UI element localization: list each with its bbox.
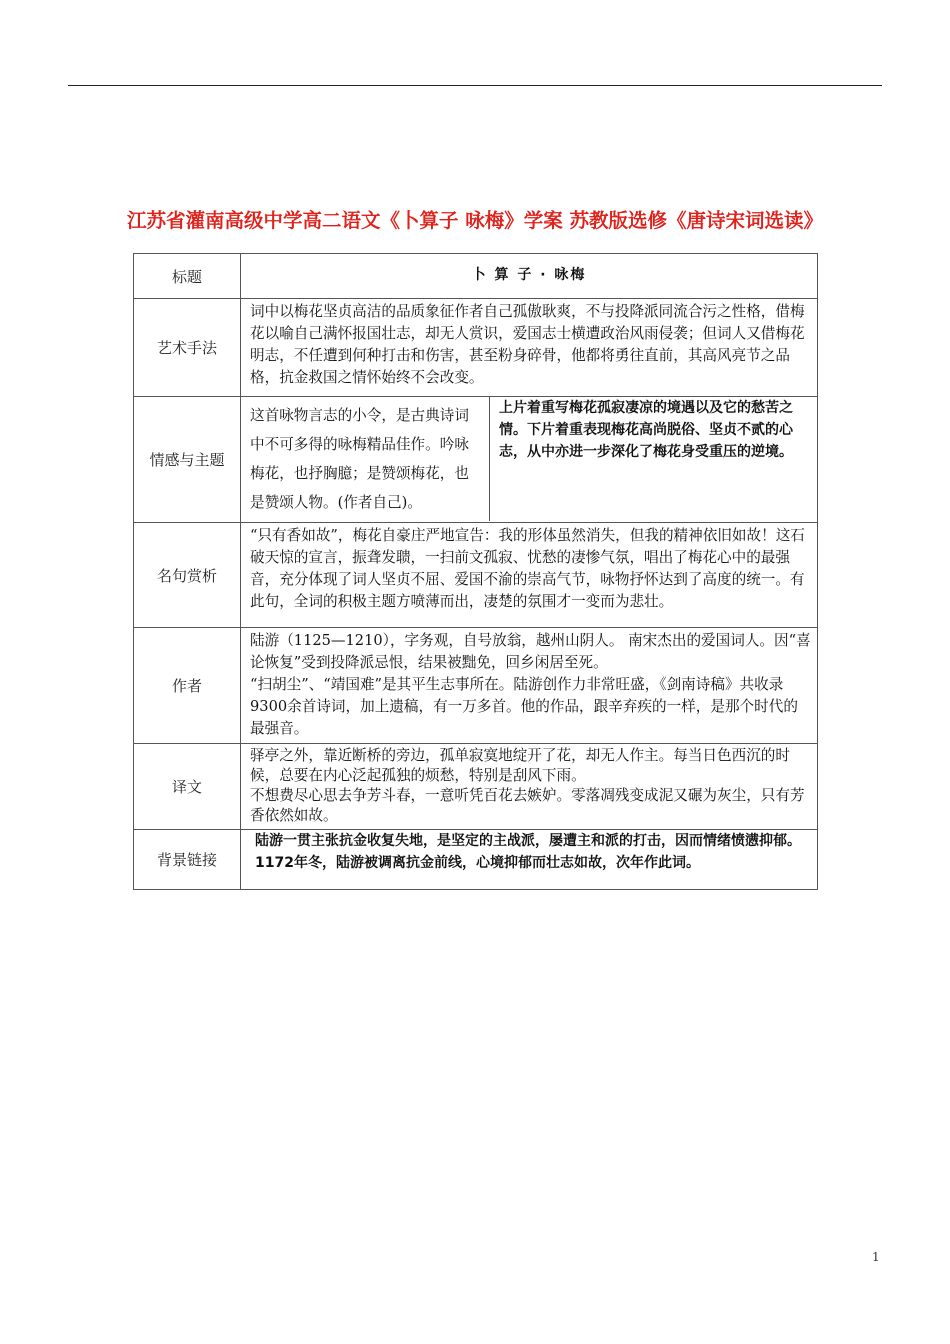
- emotion-theme-right-text: 上片着重写梅花孤寂凄凉的境遇以及它的愁苦之情。下片着重表现梅花高尚脱俗、坚贞不贰的心志，从中亦进一步深化了梅花身受重压的逆境。: [499, 400, 793, 460]
- background-row: [134, 830, 818, 890]
- famous-lines-text: “只有香如故”，梅花自豪庄严地宣告：我的形体虽然消失，但我的精神依旧如故！这石破天惊的宣言，振聋发聩，一扫前文孤寂、忧愁的凄惨气氛，唱出了梅花心中的最强音，充分体现了词人坚贞不屈、爱国不渝的崇高气节，咏物抒怀达到了高度的统一。有此句，全词的积极主题方喷薄而出，凄楚的氛围才一变而为悲壮。: [250, 527, 805, 610]
- art-technique-row: [134, 299, 818, 397]
- author-text-line2: “扫胡尘”、“靖国难”是其平生志事所在。陆游创作力非常旺盛，《剑南诗稿》共收录9300余首诗词，加上遗稿，有一万多首。他的作品，跟辛弃疾的一样，是那个时代的最强音。: [250, 676, 798, 737]
- emotion-theme-split: [241, 397, 817, 521]
- famous-lines-row: [134, 523, 818, 628]
- header-rule: [68, 85, 882, 86]
- famous-lines-label: 名句赏析: [134, 523, 241, 628]
- emotion-theme-label: 情感与主题: [134, 397, 241, 523]
- art-technique-label: 艺术手法: [134, 299, 241, 397]
- translation-row: [134, 744, 818, 830]
- background-text: 陆游一贯主张抗金收复失地，是坚定的主战派，屡遭主和派的打击，因而情绪愤懑抑郁。1172年冬，陆游被调离抗金前线，心境抑郁而壮志如故，次年作此词。: [255, 833, 801, 871]
- emotion-theme-left-text: 这首咏物言志的小令，是古典诗词中不可多得的咏梅精品佳作。吟咏梅花，也抒胸臆；是赞颂梅花，也是赞颂人物。(作者自己)。: [250, 407, 469, 511]
- poem-title-heading: 卜 算 子 · 咏梅: [471, 267, 587, 283]
- background-label: 背景链接: [134, 830, 241, 890]
- title-row-label: 标题: [134, 254, 241, 299]
- author-label: 作者: [134, 628, 241, 744]
- translation-label: 译文: [134, 744, 241, 830]
- art-technique-text: 词中以梅花坚贞高洁的品质象征作者自己孤傲耿爽，不与投降派同流合污之性格，借梅花以喻自己满怀报国壮志，却无人赏识，爱国志士横遭政治风雨侵袭；但词人又借梅花明志，不任遭到何种打击和伤害，甚至粉身碎骨，他都将勇往直前，其高风亮节之品格，抗金救国之情怀始终不会改变。: [250, 303, 805, 386]
- page-number: 1: [872, 1250, 880, 1264]
- author-text-line1: 陆游（1125—1210），字务观，自号放翁，越州山阴人。 南宋杰出的爱国词人。因“喜论恢复”受到投降派忌恨，结果被黜免，回乡闲居至死。: [250, 632, 811, 671]
- translation-text-line1: 驿亭之外，靠近断桥的旁边，孤单寂寞地绽开了花，却无人作主。每当日色西沉的时候，总要在内心泛起孤独的烦愁，特别是刮风下雨。: [250, 747, 790, 784]
- translation-text-line2: 不想费尽心思去争芳斗春，一意听凭百花去嫉妒。零落凋残变成泥又碾为灰尘，只有芳香依然如故。: [250, 787, 805, 824]
- study-guide-table: [133, 253, 818, 890]
- title-row: [134, 254, 818, 299]
- document-title: 江苏省灌南高级中学高二语文《卜算子 咏梅》学案 苏教版选修《唐诗宋词选读》: [126, 209, 824, 232]
- author-row: [134, 628, 818, 744]
- emotion-theme-row: [134, 397, 818, 523]
